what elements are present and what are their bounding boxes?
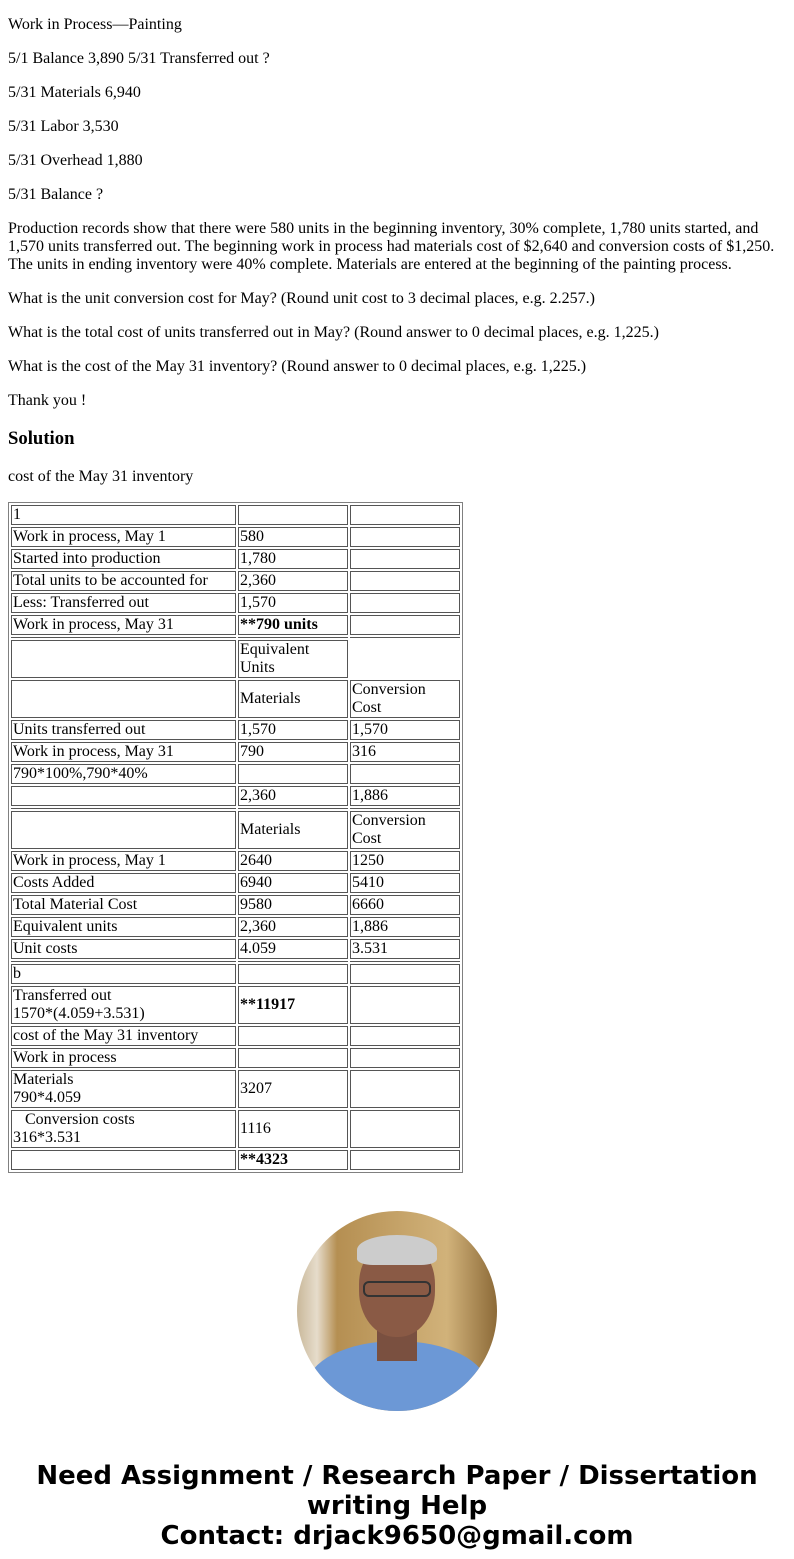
table-row — [11, 527, 460, 547]
table-cell: 580 — [238, 527, 348, 547]
table-cell: 1116 — [238, 1110, 348, 1148]
table-cell: Work in process, May 31 — [11, 615, 236, 635]
table-cell — [350, 1026, 460, 1046]
table-row — [11, 1026, 460, 1046]
table-row — [11, 895, 460, 915]
table-cell: 3.531 — [350, 939, 460, 959]
table-row — [11, 939, 460, 959]
table-row — [11, 615, 460, 635]
table-row — [11, 720, 460, 740]
footer-banner — [8, 1461, 786, 1551]
table-cell — [350, 571, 460, 591]
table-cell: Conversion Cost — [350, 680, 460, 718]
author-photo — [297, 1211, 497, 1411]
table-row — [11, 1150, 460, 1170]
table-cell: 790 — [238, 742, 348, 762]
table-row — [11, 680, 460, 718]
solution-heading: Solution — [8, 428, 75, 449]
table-row — [11, 1070, 460, 1108]
table-cell: 2640 — [238, 851, 348, 871]
table-cell: 2,360 — [238, 571, 348, 591]
table-row — [11, 917, 460, 937]
table-cell — [350, 1110, 460, 1148]
table-cell: Materials — [238, 811, 348, 849]
ledger-line: 5/31 Overhead 1,880 — [8, 152, 143, 169]
table-cell: Conversion costs 316*3.531 — [11, 1110, 236, 1148]
question-3: What is the cost of the May 31 inventory? (Round answer to 0 decimal places, e.g. 1,225.) — [8, 358, 587, 375]
question-2: What is the total cost of units transferred out in May? (Round answer to 0 decimal places, e.g. 1,225.) — [8, 324, 659, 341]
table-row — [11, 742, 460, 762]
table-cell: 4.059 — [238, 939, 348, 959]
table-cell: Costs Added — [11, 873, 236, 893]
table-cell: b — [11, 964, 236, 984]
table-cell: 1,886 — [350, 786, 460, 806]
table-cell: Work in process, May 1 — [11, 851, 236, 871]
table-row — [11, 593, 460, 613]
table-row — [11, 549, 460, 569]
table-cell — [350, 1070, 460, 1108]
table-cell: 2,360 — [238, 786, 348, 806]
ledger-line: 5/1 Balance 3,890 5/31 Transferred out ? — [8, 50, 270, 67]
table-cell: Work in process, May 1 — [11, 527, 236, 547]
table-cell: Started into production — [11, 549, 236, 569]
table-cell: Unit costs — [11, 939, 236, 959]
table-cell — [350, 764, 460, 784]
table-row — [11, 986, 460, 1024]
table-cell — [350, 1150, 460, 1170]
table-cell: 1250 — [350, 851, 460, 871]
solution-table — [8, 502, 463, 1173]
table-cell: 316 — [350, 742, 460, 762]
table-cell — [350, 964, 460, 984]
table-separator — [11, 637, 460, 638]
table-row — [11, 640, 460, 678]
table-cell — [238, 505, 348, 525]
table-cell: Units transferred out — [11, 720, 236, 740]
table-cell: 3207 — [238, 1070, 348, 1108]
table-cell — [238, 764, 348, 784]
table-cell: Materials 790*4.059 — [11, 1070, 236, 1108]
table-row — [11, 571, 460, 591]
question-title: Work in Process—Painting — [8, 16, 182, 33]
table-cell: cost of the May 31 inventory — [11, 1026, 236, 1046]
table-row — [11, 764, 460, 784]
table-cell: **4323 — [238, 1150, 348, 1170]
table-cell: 1,570 — [350, 720, 460, 740]
question-1: What is the unit conversion cost for May? (Round unit cost to 3 decimal places, e.g. 2.257.) — [8, 290, 595, 307]
table-cell — [350, 615, 460, 635]
table-cell — [350, 527, 460, 547]
table-cell — [11, 811, 236, 849]
table-cell: 9580 — [238, 895, 348, 915]
table-cell: 6940 — [238, 873, 348, 893]
table-cell — [350, 986, 460, 1024]
table-cell — [238, 964, 348, 984]
table-row — [11, 505, 460, 525]
table-cell: Total units to be accounted for — [11, 571, 236, 591]
ledger-line: 5/31 Materials 6,940 — [8, 84, 141, 101]
table-cell — [11, 1150, 236, 1170]
table-cell: Equivalent Units — [238, 640, 348, 678]
table-cell: Conversion Cost — [350, 811, 460, 849]
table-cell — [350, 1048, 460, 1068]
table-cell — [11, 680, 236, 718]
table-cell — [238, 1026, 348, 1046]
table-row — [11, 1110, 460, 1148]
table-cell: Less: Transferred out — [11, 593, 236, 613]
table-row — [11, 851, 460, 871]
table-row — [11, 873, 460, 893]
thanks-text: Thank you ! — [8, 392, 87, 409]
table-cell: 1,570 — [238, 593, 348, 613]
table-cell: 5410 — [350, 873, 460, 893]
table-cell: **11917 — [238, 986, 348, 1024]
table-cell: 1,570 — [238, 720, 348, 740]
table-cell — [350, 505, 460, 525]
table-cell: 1,886 — [350, 917, 460, 937]
table-cell: 2,360 — [238, 917, 348, 937]
table-cell: 790*100%,790*40% — [11, 764, 236, 784]
table-cell: Transferred out 1570*(4.059+3.531) — [11, 986, 236, 1024]
ledger-line: 5/31 Balance ? — [8, 186, 104, 203]
table-cell: Materials — [238, 680, 348, 718]
table-cell: Work in process — [11, 1048, 236, 1068]
question-description: Production records show that there were 580 units in the beginning inventory, 30% complete, 1,780 units started, and 1,570 units transferred out. The beginning work in process had materials cost of $2,640 and conversion costs of $1,250. The units in ending inventory were 40% complete. Materials are entered at the beginning of the painting process. — [8, 220, 775, 273]
solution-intro: cost of the May 31 inventory — [8, 468, 194, 485]
footer-help-text: Need Assignment / Research Paper / Dissertation writing Help — [36, 1461, 758, 1521]
table-row — [11, 1048, 460, 1068]
ledger-line: 5/31 Labor 3,530 — [8, 118, 119, 135]
table-row — [11, 811, 460, 849]
table-cell: 1 — [11, 505, 236, 525]
table-cell: Equivalent units — [11, 917, 236, 937]
table-cell: 1,780 — [238, 549, 348, 569]
footer-contact: Contact: drjack9650@gmail.com — [160, 1521, 634, 1551]
table-row — [11, 964, 460, 984]
table-cell — [11, 640, 236, 678]
table-cell: Work in process, May 31 — [11, 742, 236, 762]
table-cell — [238, 1048, 348, 1068]
table-cell — [350, 593, 460, 613]
table-cell — [11, 786, 236, 806]
table-separator — [11, 961, 460, 962]
table-separator — [11, 808, 460, 809]
table-cell — [350, 640, 460, 678]
table-cell: 6660 — [350, 895, 460, 915]
table-row — [11, 786, 460, 806]
table-cell: **790 units — [238, 615, 348, 635]
table-cell: Total Material Cost — [11, 895, 236, 915]
table-cell — [350, 549, 460, 569]
